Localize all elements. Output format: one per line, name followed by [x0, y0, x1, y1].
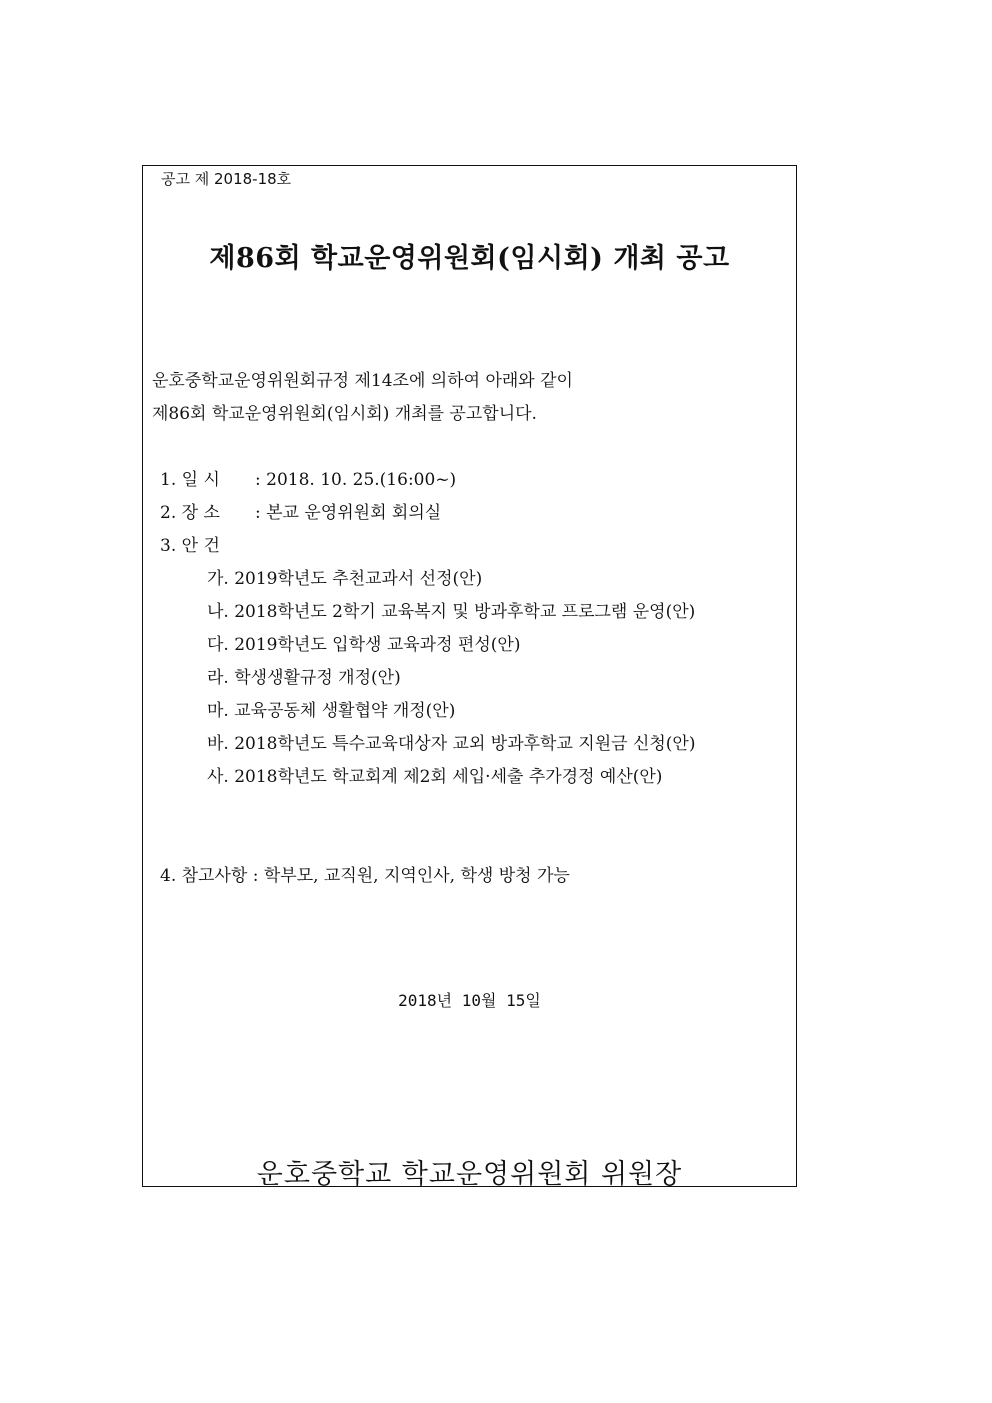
item-place [160, 498, 441, 523]
agenda-item-3: 다. 2019학년도 입학생 교육과정 편성(안) [207, 635, 521, 655]
item-place-value: : 본교 운영위원회 회의실 [255, 503, 442, 523]
agenda-item-6: 바. 2018학년도 특수교육대상자 교외 방과후학교 지원금 신청(안) [207, 734, 696, 754]
agenda-item-4: 라. 학생생활규정 개정(안) [207, 668, 401, 688]
item-place-label: 2. 장 소 [160, 503, 220, 523]
notice-frame [142, 165, 797, 1190]
agenda-item-7: 사. 2018학년도 학교회계 제2회 세입·세출 추가경정 예산(안) [207, 767, 663, 787]
signer: 운호중학교 학교운영위원회 위원장 [256, 1159, 683, 1190]
agenda-item-5: 마. 교육공동체 생활협약 개정(안) [207, 701, 456, 721]
item-schedule-value: : 2018. 10. 25.(16:00~) [255, 470, 457, 490]
notice-number: 공고 제 2018-18호 [161, 170, 292, 188]
reference-note: 4. 참고사항 : 학부모, 교직원, 지역인사, 학생 방청 가능 [160, 866, 570, 886]
notice-date: 2018년 10월 15일 [398, 991, 541, 1010]
agenda-item-2: 나. 2018학년도 2학기 교육복지 및 방과후학교 프로그램 운영(안) [207, 602, 696, 622]
intro-line-2: 제86회 학교운영위원회(임시회) 개최를 공고합니다. [152, 404, 537, 424]
page-title: 제86회 학교운영위원회(임시회) 개최 공고 [209, 243, 730, 274]
item-agenda [160, 531, 255, 556]
intro-line-1: 운호중학교운영위원회규정 제14조에 의하여 아래와 같이 [152, 371, 573, 391]
agenda-item-1: 가. 2019학년도 추천교과서 선정(안) [207, 569, 483, 589]
item-agenda-label: 3. 안 건 [160, 536, 220, 556]
item-schedule [160, 465, 456, 490]
item-schedule-label: 1. 일 시 [160, 470, 220, 490]
